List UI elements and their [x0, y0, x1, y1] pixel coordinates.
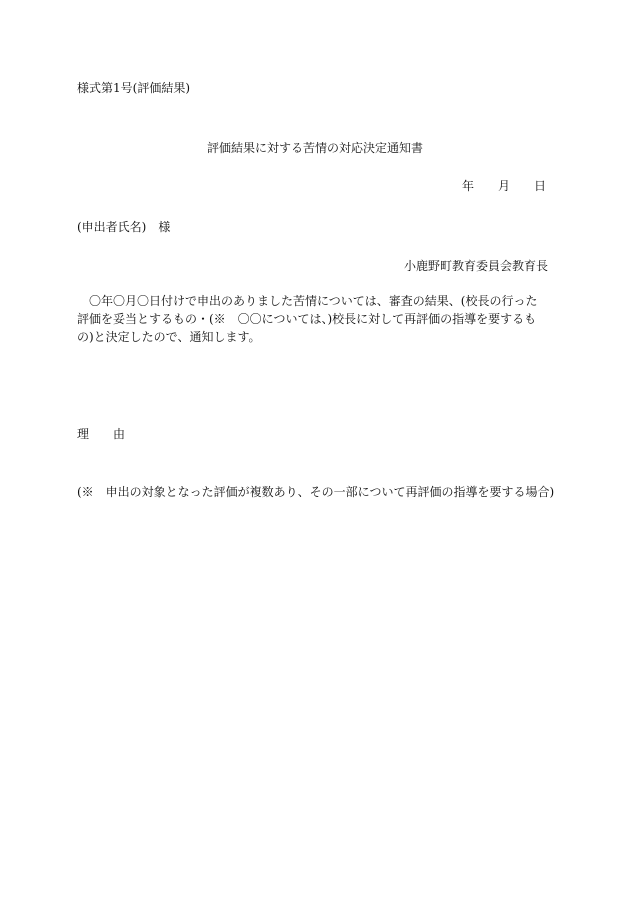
date-line — [462, 178, 546, 194]
reason-heading-char-1: 理 — [77, 427, 90, 441]
date-month-label: 月 — [497, 179, 510, 193]
reason-heading — [77, 426, 125, 442]
form-number: 様式第1号(評価結果) — [77, 81, 190, 95]
note-line: (※ 申出の対象となった評価が複数あり、その一部について再評価の指導を要する場合) — [77, 485, 555, 499]
recipient-line: (申出者氏名) 様 — [77, 220, 171, 234]
reason-heading-char-2: 由 — [113, 427, 126, 441]
date-day-label: 日 — [533, 179, 546, 193]
notice-body-paragraph: 〇年〇月〇日付けで申出のありました苦情については、審査の結果、(校長の行った評価を妥当とするもの・(※ 〇〇については、)校長に対して再評価の指導を要するもの)と決定したので、通知します。 — [77, 294, 538, 344]
sender-line: 小鹿野町教育委員会教育長 — [403, 259, 548, 273]
document-title: 評価結果に対する苦情の対応決定通知書 — [206, 141, 423, 155]
date-year-label: 年 — [461, 179, 474, 193]
